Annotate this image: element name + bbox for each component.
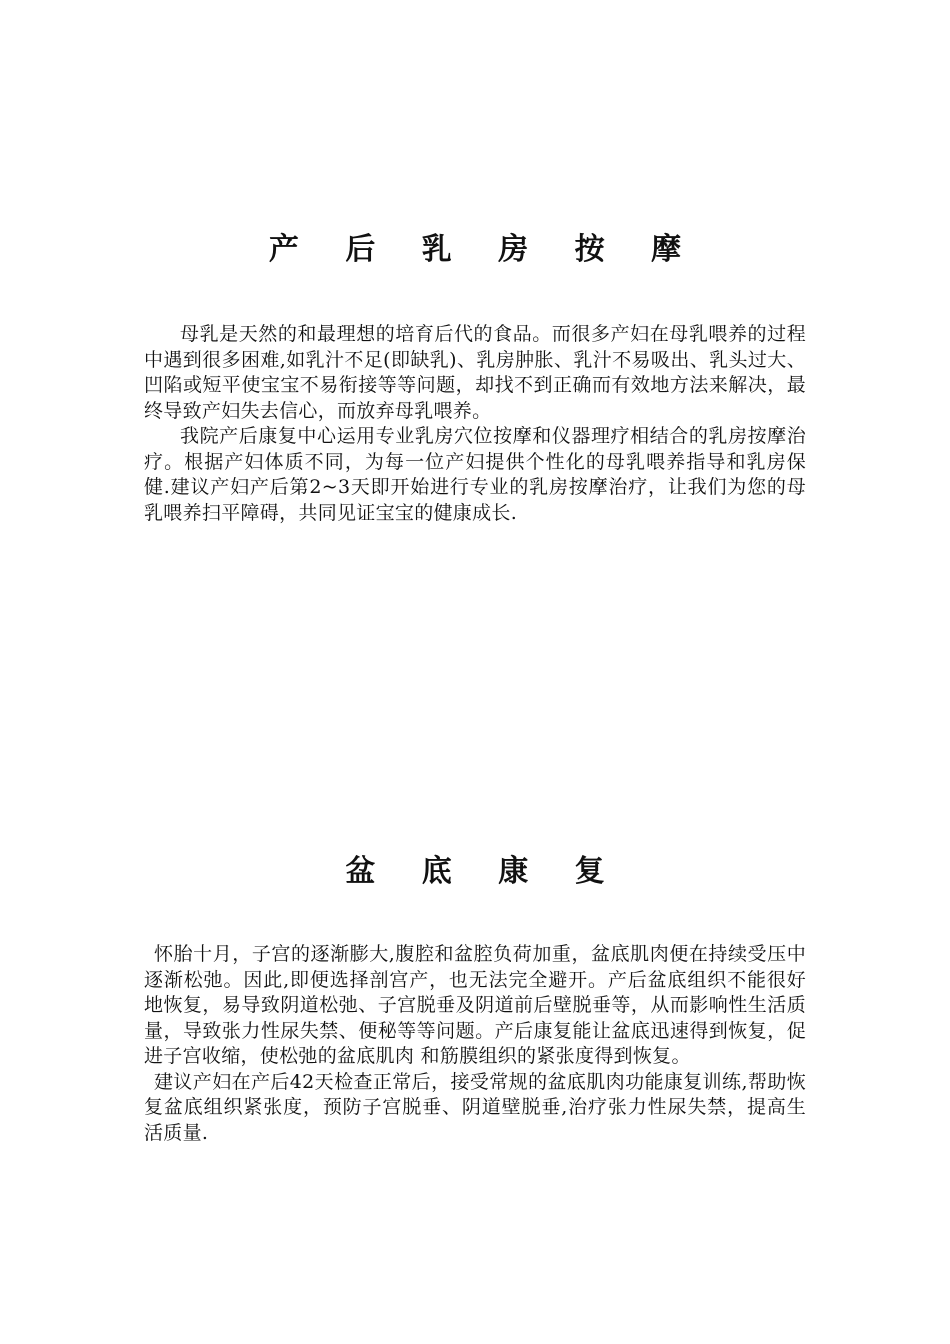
section-title-breast-massage: 产 后 乳 房 按 摩: [268, 232, 700, 267]
section-body: [144, 942, 806, 1146]
paragraph: 我院产后康复中心运用专业乳房穴位按摩和仪器理疗相结合的乳房按摩治疗。根据产妇体质不同，为每一位产妇提供个性化的母乳喂养指导和乳房保健.建议产妇产后第2~3天即开始进行专业的乳房按摩治疗，让我们为您的母乳喂养扫平障碍，共同见证宝宝的健康成长.: [144, 425, 806, 524]
paragraph: 怀胎十月，子宫的逐渐膨大,腹腔和盆腔负荷加重，盆底肌肉便在持续受压中逐渐松弛。因此,即便选择剖宫产，也无法完全避开。产后盆底组织不能很好地恢复，易导致阴道松弛、子宫脱垂及阴道前后壁脱垂等，从而影响性生活质量，导致张力性尿失禁、便秘等等问题。产后康复能让盆底迅速得到恢复，促进子宫收缩，使松弛的盆底肌肉 和筋膜组织的紧张度得到恢复。: [144, 943, 806, 1067]
paragraph: 建议产妇在产后42天检查正常后，接受常规的盆底肌肉功能康复训练,帮助恢复盆底组织紧张度，预防子宫脱垂、阴道壁脱垂,治疗张力性尿失禁，提高生活质量.: [144, 1070, 806, 1144]
pelvic-floor-section: [144, 852, 806, 1146]
paragraph: 母乳是天然的和最理想的培育后代的食品。而很多产妇在母乳喂养的过程中遇到很多困难,如乳汁不足(即缺乳)、乳房肿胀、乳汁不易吸出、乳头过大、凹陷或短平使宝宝不易衔接等等问题，却找不到正确而有效地方法来解决，最终导致产妇失去信心，而放弃母乳喂养。: [144, 323, 806, 422]
section-title-pelvic-floor: 盆 底 康 复: [345, 854, 623, 889]
breast-massage-section: [144, 230, 806, 526]
section-body: [144, 322, 806, 526]
